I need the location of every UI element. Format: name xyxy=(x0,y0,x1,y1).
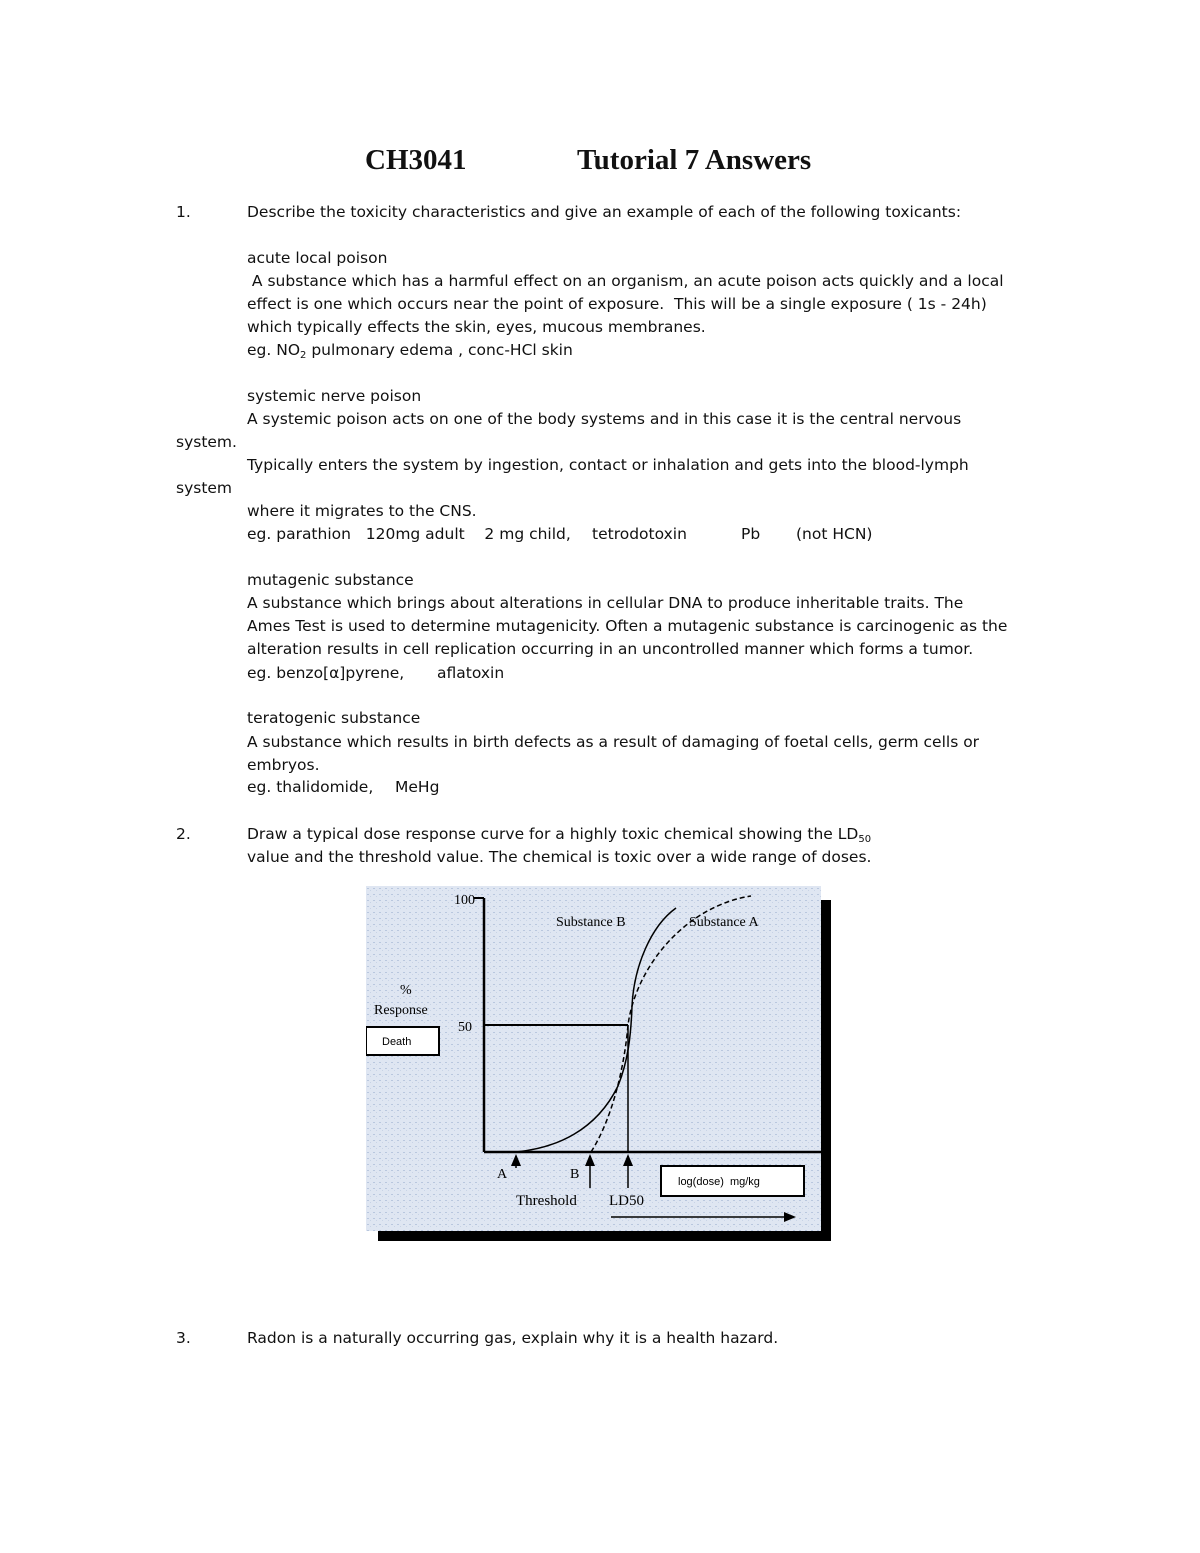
marker-b: B xyxy=(570,1167,580,1182)
dose-response-svg xyxy=(366,886,836,1246)
y-label-response: Response xyxy=(374,1003,428,1018)
mutagenic-line-3: alteration results in cell replication occurring in an uncontrolled manner which forms a tumor. xyxy=(247,640,974,658)
question-1-prompt: Describe the toxicity characteristics and give an example of each of the following toxicants: xyxy=(247,203,962,221)
y-tick-label-100: 100 xyxy=(454,893,475,908)
marker-a: A xyxy=(497,1167,508,1182)
label-substance-b: Substance B xyxy=(556,915,626,930)
systemic-line-1-wrap: system. xyxy=(176,433,237,451)
course-code: CH3041 xyxy=(365,144,467,176)
mutagenic-heading: mutagenic substance xyxy=(247,571,414,589)
systemic-heading: systemic nerve poison xyxy=(247,387,422,405)
acute-line-2: effect is one which occurs near the point of exposure. This will be a single exposure ( 1s - 24h) xyxy=(247,295,987,313)
mutagenic-line-1: A substance which brings about alterations in cellular DNA to produce inheritable traits. The xyxy=(247,594,964,612)
systemic-example-1: eg. parathion 120mg adult 2 mg child, xyxy=(247,525,571,543)
teratogenic-example-1: eg. thalidomide, xyxy=(247,778,374,796)
label-substance-a: Substance A xyxy=(689,915,759,930)
dose-response-figure xyxy=(366,886,836,1246)
systemic-line-2: Typically enters the system by ingestion, contact or inhalation and gets into the blood-lymph xyxy=(247,456,969,474)
ld50-label: LD50 xyxy=(609,1193,644,1209)
death-box-label: Death xyxy=(382,1036,412,1048)
mutagenic-example-2: aflatoxin xyxy=(437,664,505,682)
systemic-line-2-wrap: system xyxy=(176,479,233,497)
acute-example: eg. $NO_2$ pulmonary edema , conc-HCl skin xyxy=(247,341,573,361)
teratogenic-heading: teratogenic substance xyxy=(247,709,421,727)
systemic-example-4: (not HCN) xyxy=(796,525,873,543)
acute-line-3: which typically effects the skin, eyes, mucous membranes. xyxy=(247,318,706,336)
teratogenic-line-2: embryos. xyxy=(247,756,320,774)
y-label-percent: % xyxy=(400,983,412,998)
question-number-3: 3. xyxy=(176,1329,191,1347)
acute-heading: acute local poison xyxy=(247,249,388,267)
question-number-1: 1. xyxy=(176,203,191,221)
acute-line-1: A substance which has a harmful effect on an organism, an acute poison acts quickly and a local xyxy=(247,272,1004,290)
question-2-line-2: value and the threshold value. The chemical is toxic over a wide range of doses. xyxy=(247,848,872,866)
question-2-line-1: Draw a typical dose response curve for a highly toxic chemical showing the $LD_{50}$ xyxy=(247,825,872,845)
figure-shadow-bottom xyxy=(378,1231,831,1241)
teratogenic-line-1: A substance which results in birth defects as a result of damaging of foetal cells, germ cells or xyxy=(247,733,980,751)
mutagenic-line-2: Ames Test is used to determine mutagenicity. Often a mutagenic substance is carcinogenic as the xyxy=(247,617,1008,635)
x-axis-box-label: log(dose) mg/kg xyxy=(678,1176,760,1188)
teratogenic-example-2: MeHg xyxy=(395,778,440,796)
systemic-example-3: Pb xyxy=(741,525,761,543)
systemic-line-3: where it migrates to the CNS. xyxy=(247,502,477,520)
systemic-line-1: A systemic poison acts on one of the body systems and in this case it is the central nervous xyxy=(247,410,962,428)
question-3-text: Radon is a naturally occurring gas, explain why it is a health hazard. xyxy=(247,1329,779,1347)
mutagenic-example-1: eg. benzo[α]pyrene, xyxy=(247,664,405,682)
threshold-label: Threshold xyxy=(516,1193,577,1209)
y-tick-label-50: 50 xyxy=(458,1020,472,1035)
page-title: Tutorial 7 Answers xyxy=(577,144,812,176)
figure-shadow-right xyxy=(821,900,831,1241)
systemic-example-2: tetrodotoxin xyxy=(592,525,687,543)
question-number-2: 2. xyxy=(176,825,191,843)
